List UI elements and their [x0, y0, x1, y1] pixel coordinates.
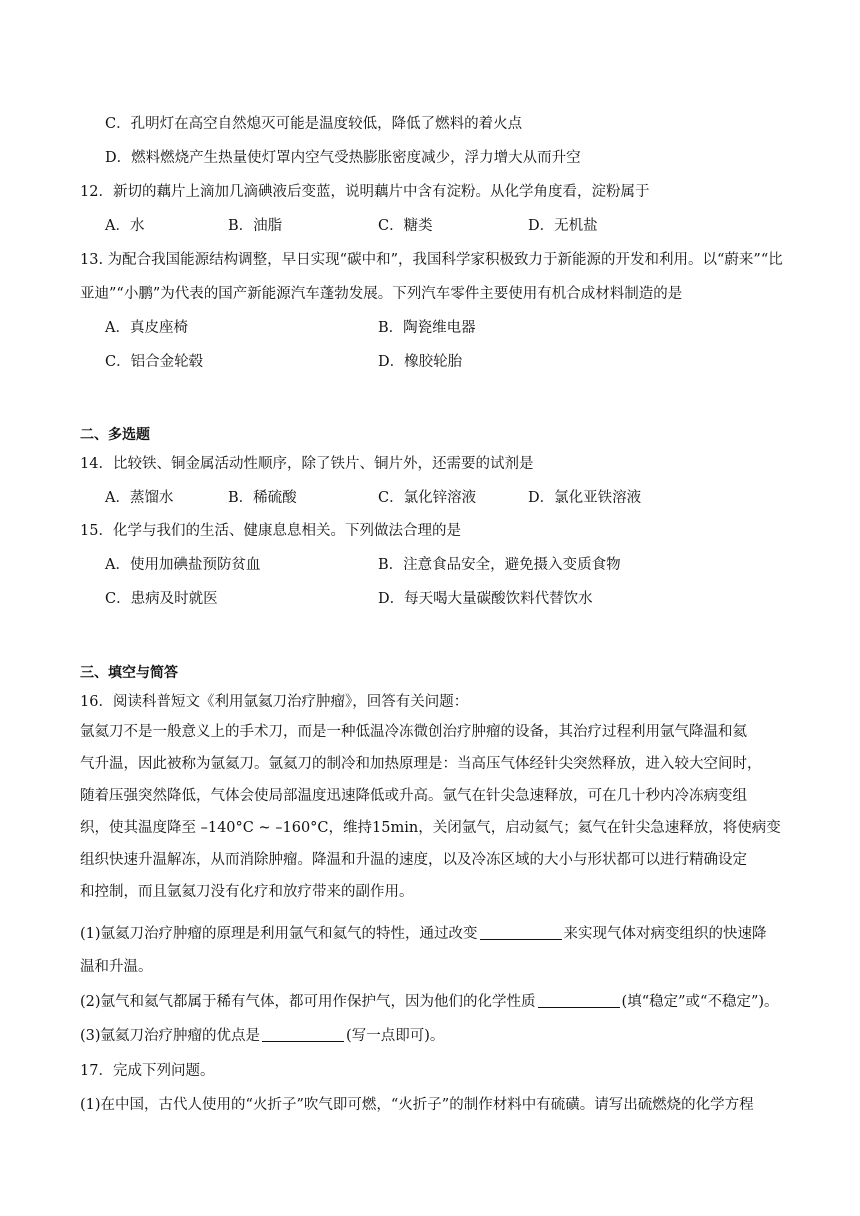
answer-blank[interactable] — [262, 1027, 344, 1042]
q14-option-c: C．氯化锌溶液 — [378, 490, 477, 506]
answer-blank[interactable] — [538, 993, 620, 1008]
q13-stem-line1: 13. 为配合我国能源结构调整，早日实现“碳中和”，我国科学家积极致力于新能源的开发和利用。以“蔚来”“比 — [80, 252, 783, 268]
q14-option-d: D．氯化亚铁溶液 — [528, 490, 642, 506]
q16-subquestion-2 — [80, 990, 779, 1011]
q17-subquestion-1: (1)在中国，古代人使用的“火折子”吹气即可燃，“火折子”的制作材料中有硫磺。请写出硫燃烧的化学方程 — [80, 1097, 754, 1113]
q16-stem: 16．阅读科普短文《利用氩氦刀治疗肿瘤》，回答有关问题： — [80, 694, 469, 710]
q11-option-c: C．孔明灯在高空自然熄灭可能是温度较低，降低了燃料的着火点 — [105, 116, 523, 132]
q14-stem: 14．比较铁、铜金属活动性顺序，除了铁片、铜片外，还需要的试剂是 — [80, 456, 534, 472]
q14-option-b: B．稀硫酸 — [228, 490, 297, 506]
q12-option-b: B．油脂 — [228, 218, 283, 234]
q16-passage-line: 气升温，因此被称为氩氦刀。氩氦刀的制冷和加热原理是：当高压气体经针尖突然释放，进入较大空间时， — [80, 756, 762, 772]
q12-option-c: C．糖类 — [378, 218, 433, 234]
q16-sub2-text-before: (2)氩气和氦气都属于稀有气体，都可用作保护气，因为他们的化学性质 — [80, 994, 536, 1010]
q16-sub1-continued: 温和升温。 — [80, 959, 153, 975]
q16-sub1-text-before: (1)氩氦刀治疗肿瘤的原理是利用氩气和氦气的特性，通过改变 — [80, 926, 478, 942]
answer-blank[interactable] — [480, 925, 562, 940]
q15-option-d: D．每天喝大量碳酸饮料代替饮水 — [378, 591, 593, 607]
q15-option-b: B．注意食品安全，避免摄入变质食物 — [378, 557, 621, 573]
q16-passage-line: 织，使其温度降至 –140°C ~ –160°C，维持15min，关闭氩气，启动氦气；氦气在针尖急速释放，将使病变 — [80, 820, 781, 836]
q16-passage-line: 和控制，而且氩氦刀没有化疗和放疗带来的副作用。 — [80, 884, 414, 900]
q15-option-c: C．患病及时就医 — [105, 591, 218, 607]
q15-stem: 15．化学与我们的生活、健康息息相关。下列做法合理的是 — [80, 523, 461, 539]
q13-option-a: A．真皮座椅 — [105, 320, 188, 336]
q16-subquestion-3 — [80, 1024, 444, 1045]
q16-passage-line: 随着压强突然降低，气体会使局部温度迅速降低或升高。氩气在针尖急速释放，可在几十秒内冷冻病变组 — [80, 788, 747, 804]
q15-option-a: A．使用加碘盐预防贫血 — [105, 557, 261, 573]
q16-sub3-text-after: (写一点即可)。 — [346, 1028, 445, 1044]
q11-option-d: D．燃料燃烧产生热量使灯罩内空气受热膨胀密度减少，浮力增大从而升空 — [105, 150, 581, 166]
q16-sub2-text-after: (填“稳定”或“不稳定”)。 — [621, 994, 779, 1010]
q13-stem-line2: 亚迪”“小鹏”为代表的国产新能源汽车蓬勃发展。下列汽车零件主要使用有机合成材料制造的是 — [80, 286, 683, 302]
q16-sub1-text-after: 来实现气体对病变组织的快速降 — [563, 926, 767, 942]
q16-passage-line: 组织快速升温解冻，从而消除肿瘤。降温和升温的速度，以及冷冻区域的大小与形状都可以进行精确设定 — [80, 852, 747, 868]
q16-sub3-text-before: (3)氩氦刀治疗肿瘤的优点是 — [80, 1028, 261, 1044]
q12-option-a: A．水 — [105, 218, 145, 234]
section-heading-multiple-choice: 二、多选题 — [80, 427, 150, 443]
q12-stem: 12．新切的藕片上滴加几滴碘液后变蓝，说明藕片中含有淀粉。从化学角度看，淀粉属于 — [80, 184, 650, 200]
q13-option-b: B．陶瓷维电器 — [378, 320, 476, 336]
q17-stem: 17．完成下列问题。 — [80, 1063, 215, 1079]
q12-option-d: D．无机盐 — [528, 218, 598, 234]
q13-option-d: D．橡胶轮胎 — [378, 354, 463, 370]
q16-subquestion-1 — [80, 922, 767, 943]
q13-option-c: C．铝合金轮毂 — [105, 354, 204, 370]
q14-option-a: A．蒸馏水 — [105, 490, 174, 506]
q16-passage-line: 氩氦刀不是一般意义上的手术刀，而是一种低温冷冻微创治疗肿瘤的设备，其治疗过程利用氩气降温和氦 — [80, 724, 747, 740]
section-heading-fill-in: 三、填空与简答 — [80, 665, 178, 681]
